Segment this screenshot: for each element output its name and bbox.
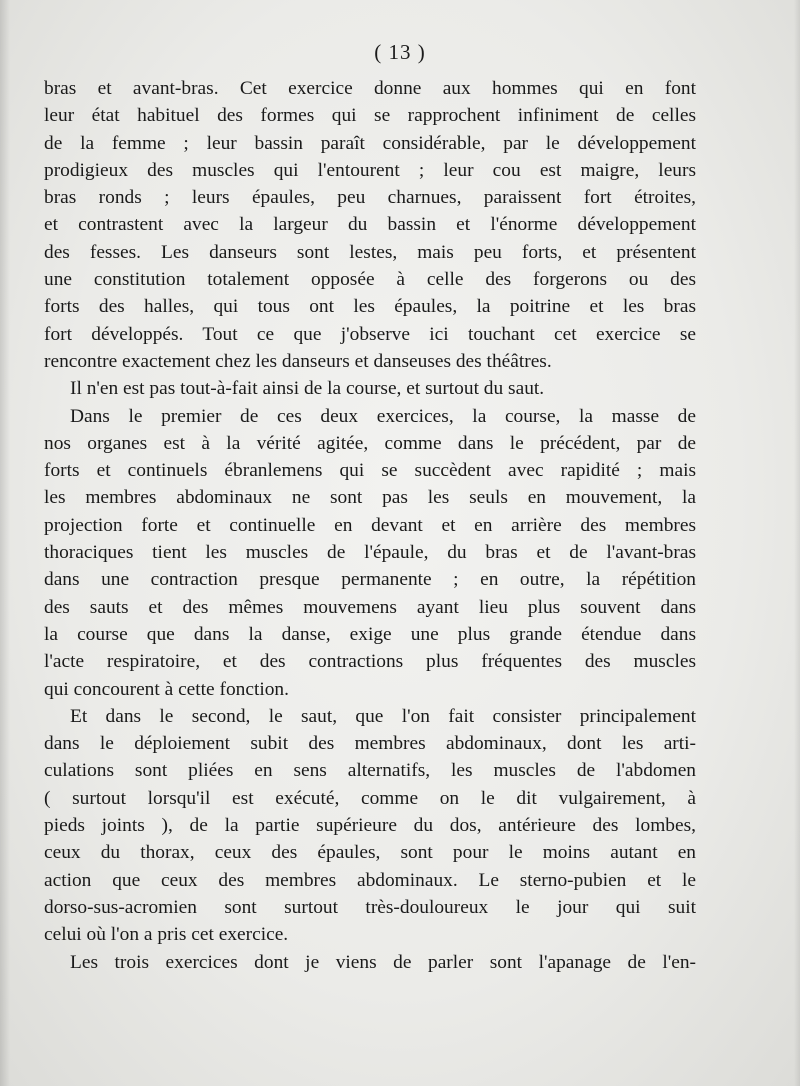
body-text — [44, 75, 696, 976]
text-line: fort développés. Tout ce que j'observe ici touchant cet exercice se — [44, 323, 696, 345]
text-line: de la femme ; leur bassin paraît considérable, par le développement — [44, 132, 696, 154]
paragraph — [44, 949, 696, 976]
text-line: pieds joints ), de la partie supérieure du dos, antérieure des lombes, — [44, 815, 696, 837]
text-line: celui où l'on a pris cet exercice. — [44, 924, 289, 946]
paragraph — [44, 375, 696, 402]
text-line: prodigieux des muscles qui l'entourent ; leur cou est maigre, leurs — [44, 159, 696, 181]
text-line: forts et continuels ébranlemens qui se succèdent avec rapidité ; mais — [44, 460, 696, 482]
text-line: forts des halles, qui tous ont les épaules, la poitrine et les bras — [44, 296, 696, 318]
text-line: qui concourent à cette fonction. — [44, 678, 289, 700]
text-line: bras ronds ; leurs épaules, peu charnues, paraissent fort étroites, — [44, 187, 696, 209]
paragraph — [44, 75, 696, 375]
text-line: les membres abdominaux ne sont pas les seuls en mouvement, la — [44, 487, 696, 509]
text-line: leur état habituel des formes qui se rapprochent infiniment de celles — [44, 105, 696, 127]
text-line: rencontre exactement chez les danseurs et danseuses des théâtres. — [44, 350, 552, 372]
text-line: dorso-sus-acromien sont surtout très-douloureux le jour qui suit — [44, 896, 696, 918]
text-line: des fesses. Les danseurs sont lestes, mais peu forts, et présentent — [44, 241, 696, 263]
text-line: Et dans le second, le saut, que l'on fait consister principalement — [70, 705, 696, 727]
text-line: l'acte respiratoire, et des contractions plus fréquentes des muscles — [44, 651, 696, 673]
text-line: culations sont pliées en sens alternatifs, les muscles de l'abdomen — [44, 760, 696, 782]
paragraph — [44, 403, 696, 703]
text-line: dans une contraction presque permanente ; en outre, la répétition — [44, 569, 696, 591]
text-line: la course que dans la danse, exige une plus grande étendue dans — [44, 623, 696, 645]
text-line: ( surtout lorsqu'il est exécuté, comme on le dit vulgairement, à — [44, 787, 696, 809]
text-line: thoraciques tient les muscles de l'épaule, du bras et de l'avant-bras — [44, 542, 696, 564]
text-line: action que ceux des membres abdominaux. Le sterno-pubien et le — [44, 869, 696, 891]
text-line: Les trois exercices dont je viens de parler sont l'apanage de l'en- — [70, 951, 696, 973]
text-line: projection forte et continuelle en devant et en arrière des membres — [44, 514, 696, 536]
page-number: ( 13 ) — [374, 40, 426, 64]
text-line: nos organes est à la vérité agitée, comme dans le précédent, par de — [44, 432, 696, 454]
text-line: ceux du thorax, ceux des épaules, sont pour le moins autant en — [44, 842, 696, 864]
text-line: une constitution totalement opposée à celle des forgerons ou des — [44, 269, 696, 291]
text-line: bras et avant-bras. Cet exercice donne aux hommes qui en font — [44, 78, 696, 99]
text-line: Il n'en est pas tout-à-fait ainsi de la course, et surtout du saut. — [70, 378, 545, 400]
text-line: et contrastent avec la largeur du bassin et l'énorme développement — [44, 214, 696, 236]
paragraph — [44, 703, 696, 949]
text-line: Dans le premier de ces deux exercices, la course, la masse de — [70, 405, 696, 427]
text-line: dans le déploiement subit des membres abdominaux, dont les arti- — [44, 733, 696, 755]
text-line: des sauts et des mêmes mouvemens ayant lieu plus souvent dans — [44, 596, 696, 618]
